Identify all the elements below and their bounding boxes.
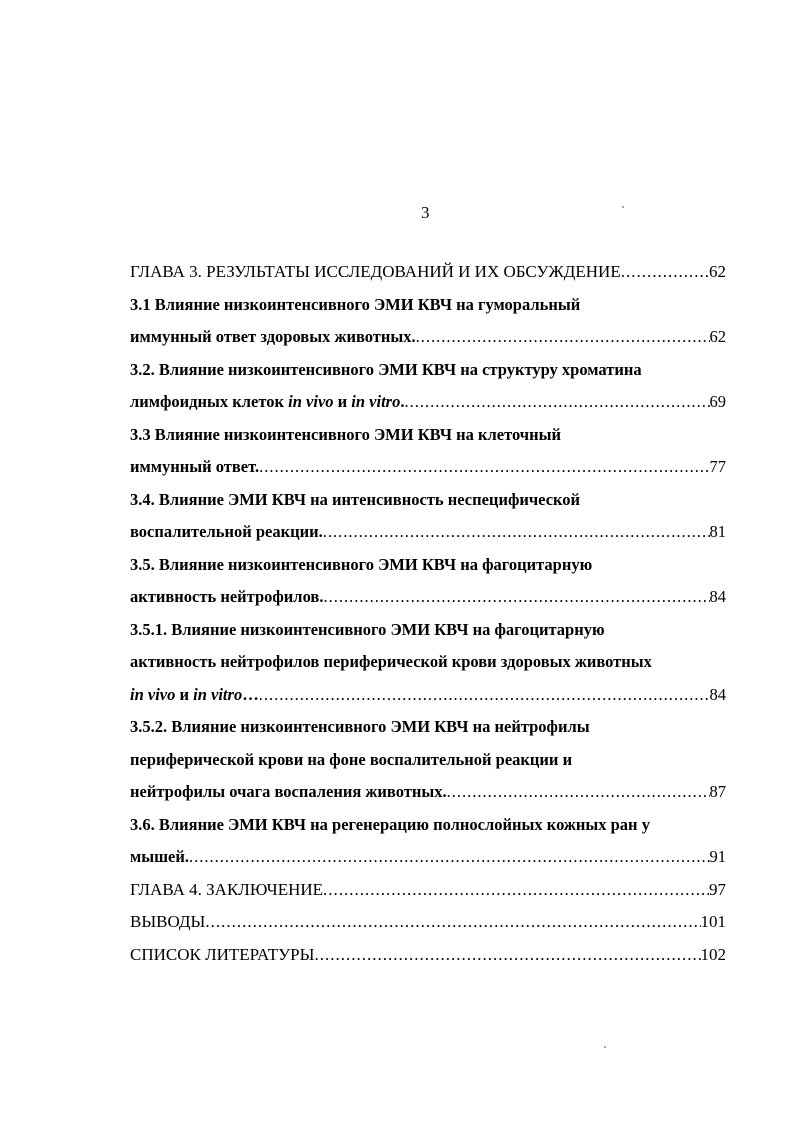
toc-entry-title-cont bbox=[130, 392, 404, 412]
toc-page-number: 81 bbox=[709, 522, 726, 541]
toc-entry-title: 3.6. Влияние ЭМИ КВЧ на регенерацию полнослойных кожных ран у bbox=[130, 814, 650, 834]
toc-entry-title-cont: мышей. bbox=[130, 847, 190, 866]
toc-entry-chapter-4 bbox=[130, 880, 726, 913]
scan-speck bbox=[622, 206, 624, 208]
toc-entry-title-cont: нейтрофилы очага воспаления животных. bbox=[130, 782, 447, 801]
toc-italic-term: in vivo bbox=[130, 684, 176, 704]
dot-leader bbox=[447, 782, 710, 802]
toc-entry-title: ГЛАВА 3. РЕЗУЛЬТАТЫ ИССЛЕДОВАНИЙ И ИХ ОБСУЖДЕНИЕ bbox=[130, 262, 621, 281]
dot-leader bbox=[404, 392, 709, 412]
toc-page-number: 91 bbox=[709, 847, 726, 866]
toc-entry-title: 3.5. Влияние низкоинтенсивного ЭМИ КВЧ на фагоцитарную bbox=[130, 554, 593, 574]
toc-entry-3-1 bbox=[130, 327, 726, 360]
toc-entry-title: 3.5.1. Влияние низкоинтенсивного ЭМИ КВЧ на фагоцитарную bbox=[130, 619, 605, 639]
toc-page-number: 84 bbox=[709, 684, 726, 704]
toc-entry-3-4-line bbox=[130, 490, 726, 523]
toc-page-number: 87 bbox=[709, 782, 726, 801]
dot-leader bbox=[205, 912, 700, 932]
dot-leader bbox=[259, 685, 710, 705]
page-number: 3 bbox=[421, 203, 430, 222]
toc-entry-3-1-line bbox=[130, 295, 726, 328]
dot-leader bbox=[323, 587, 709, 607]
toc-entry-title: 3.3 Влияние низкоинтенсивного ЭМИ КВЧ на клеточный bbox=[130, 424, 561, 444]
toc-entry-3-5 bbox=[130, 587, 726, 620]
toc-entry-3-5-1-line bbox=[130, 620, 726, 653]
toc-entry-3-3-line bbox=[130, 425, 726, 458]
toc-entry-3-5-1-line2 bbox=[130, 652, 726, 685]
toc-entry-title-cont: периферической крови на фоне воспалительной реакции и bbox=[130, 749, 573, 769]
toc-page-number: 62 bbox=[709, 327, 726, 346]
toc-entry-title: 3.4. Влияние ЭМИ КВЧ на интенсивность неспецифической bbox=[130, 489, 581, 509]
dot-leader bbox=[621, 262, 709, 282]
toc-entry-title-cont: иммунный ответ здоровых животных. bbox=[130, 327, 416, 346]
dot-leader bbox=[314, 945, 700, 965]
toc-entry-conclusions bbox=[130, 912, 726, 945]
toc-italic-term: in vitro bbox=[193, 684, 243, 704]
toc-entry-title: ГЛАВА 4. ЗАКЛЮЧЕНИЕ bbox=[130, 879, 324, 899]
toc-entry-3-5-2-line2 bbox=[130, 750, 726, 783]
toc-page-number: 69 bbox=[709, 392, 726, 411]
toc-page-number: 102 bbox=[700, 944, 726, 964]
toc-text-part: … bbox=[242, 684, 259, 704]
toc-entry-3-5-2 bbox=[130, 782, 726, 815]
table-of-contents bbox=[130, 262, 726, 977]
toc-entry-title-cont: иммунный ответ. bbox=[130, 457, 260, 476]
toc-entry-title-cont: активность нейтрофилов. bbox=[130, 587, 324, 606]
toc-page-number: 101 bbox=[700, 912, 726, 931]
toc-page-number: 97 bbox=[709, 879, 726, 899]
toc-page-number: 77 bbox=[709, 457, 726, 476]
toc-entry-3-5-2-line bbox=[130, 717, 726, 750]
toc-entry-3-6 bbox=[130, 847, 726, 880]
toc-entry-title: 3.1 Влияние низкоинтенсивного ЭМИ КВЧ на гуморальный bbox=[130, 294, 581, 314]
toc-entry-title: ВЫВОДЫ bbox=[130, 912, 206, 931]
toc-entry-title-cont: воспалительной реакции. bbox=[130, 522, 323, 541]
dot-leader bbox=[323, 880, 709, 900]
toc-entry-3-6-line bbox=[130, 815, 726, 848]
toc-entry-3-2 bbox=[130, 392, 726, 425]
toc-text-part: лимфоидных клеток bbox=[130, 392, 289, 411]
dot-leader bbox=[259, 457, 709, 477]
toc-page-number: 84 bbox=[709, 587, 726, 606]
toc-text-part: и bbox=[175, 684, 194, 704]
toc-entry-chapter-3 bbox=[130, 262, 726, 295]
toc-entry-3-5-line bbox=[130, 555, 726, 588]
toc-italic-term: in vivo bbox=[288, 392, 334, 411]
toc-page-number: 62 bbox=[709, 262, 726, 281]
dot-leader bbox=[189, 847, 709, 867]
toc-entry-3-5-1 bbox=[130, 685, 726, 718]
toc-entry-title-cont: активность нейтрофилов периферической крови здоровых животных bbox=[130, 652, 652, 671]
toc-entry-title: СПИСОК ЛИТЕРАТУРЫ bbox=[130, 944, 315, 964]
toc-entry-references bbox=[130, 945, 726, 978]
toc-entry-3-4 bbox=[130, 522, 726, 555]
dot-leader bbox=[323, 522, 710, 542]
toc-entry-3-3 bbox=[130, 457, 726, 490]
toc-entry-title: 3.5.2. Влияние низкоинтенсивного ЭМИ КВЧ на нейтрофилы bbox=[130, 717, 590, 736]
toc-text-part: и bbox=[333, 392, 352, 411]
toc-entry-title-cont bbox=[130, 685, 259, 705]
toc-entry-3-2-line bbox=[130, 360, 726, 393]
scan-speck bbox=[604, 1046, 606, 1048]
toc-text-part: . bbox=[400, 392, 405, 411]
toc-italic-term: in vitro bbox=[351, 392, 401, 411]
toc-entry-title: 3.2. Влияние низкоинтенсивного ЭМИ КВЧ на структуру хроматина bbox=[130, 359, 642, 379]
dot-leader bbox=[416, 327, 710, 347]
